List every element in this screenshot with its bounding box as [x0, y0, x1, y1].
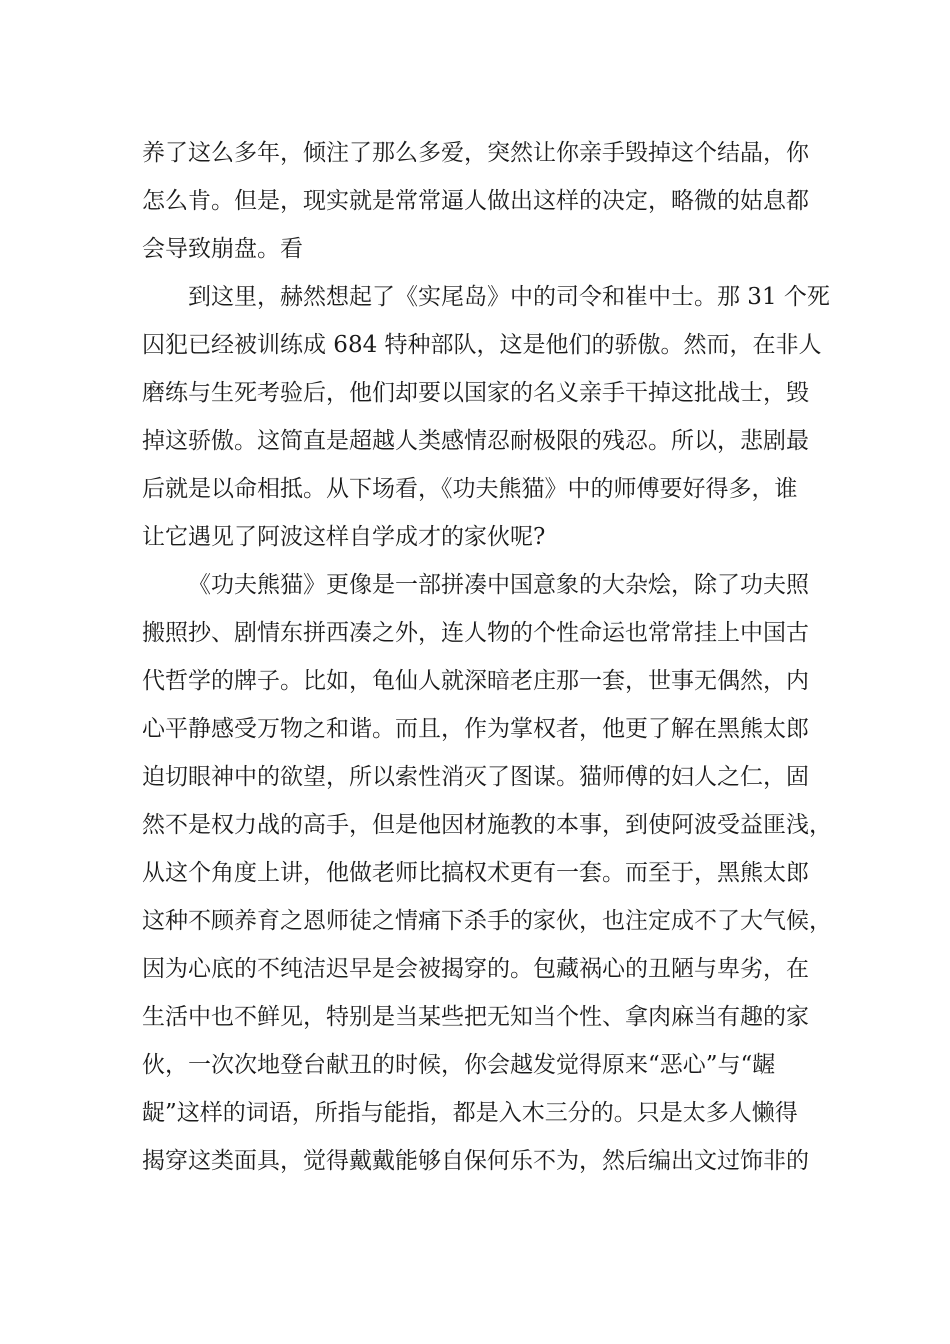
text-line: 怎么肯。但是，现实就是常常逼人做出这样的决定，略微的姑息都 [142, 188, 809, 214]
text-line: 迫切眼神中的欲望，所以索性消灭了图谋。猫师傅的妇人之仁，固 [142, 764, 809, 790]
text-line: 龊”这样的词语，所指与能指，都是入木三分的。只是太多人懒得 [142, 1100, 798, 1126]
paragraph-start-line: 《功夫熊猫》更像是一部拼凑中国意象的大杂烩，除了功夫照 [188, 572, 809, 598]
text-line: 然不是权力战的高手，但是他因材施教的本事，到使阿波受益匪浅， [142, 812, 832, 838]
text-line: 会导致崩盘。看 [142, 236, 303, 262]
text-line: 从这个角度上讲，他做老师比搞权术更有一套。而至于，黑熊太郎 [142, 860, 809, 886]
text-line: 生活中也不鲜见，特别是当某些把无知当个性、拿肉麻当有趣的家 [142, 1004, 809, 1030]
text-line: 让它遇见了阿波这样自学成才的家伙呢? [142, 524, 546, 550]
paragraph-start-line: 到这里，赫然想起了《实尾岛》中的司令和崔中士。那 31 个死 [188, 284, 830, 310]
text-line: 揭穿这类面具，觉得戴戴能够自保何乐不为，然后编出文过饰非的 [142, 1148, 809, 1174]
text-line: 后就是以命相抵。从下场看，《功夫熊猫》中的师傅要好得多，谁 [142, 476, 798, 502]
text-line: 搬照抄、剧情东拼西凑之外，连人物的个性命运也常常挂上中国古 [142, 620, 809, 646]
text-line: 磨练与生死考验后，他们却要以国家的名义亲手干掉这批战士，毁 [142, 380, 809, 406]
text-line: 养了这么多年，倾注了那么多爱，突然让你亲手毁掉这个结晶，你 [142, 140, 809, 166]
text-line: 这种不顾养育之恩师徒之情痛下杀手的家伙，也注定成不了大气候， [142, 908, 832, 934]
text-line: 心平静感受万物之和谐。而且，作为掌权者，他更了解在黑熊太郎 [142, 716, 809, 742]
text-line: 因为心底的不纯洁迟早是会被揭穿的。包藏祸心的丑陋与卑劣，在 [142, 956, 809, 982]
body-text [142, 129, 832, 1185]
text-line: 代哲学的牌子。比如，龟仙人就深暗老庄那一套，世事无偶然，内 [142, 668, 809, 694]
text-line: 掉这骄傲。这简直是超越人类感情忍耐极限的残忍。所以，悲剧最 [142, 428, 809, 454]
text-line: 伙，一次次地登台献丑的时候，你会越发觉得原来“恶心”与“龌 [142, 1052, 776, 1078]
text-line: 囚犯已经被训练成 684 特种部队，这是他们的骄傲。然而，在非人 [142, 332, 822, 358]
